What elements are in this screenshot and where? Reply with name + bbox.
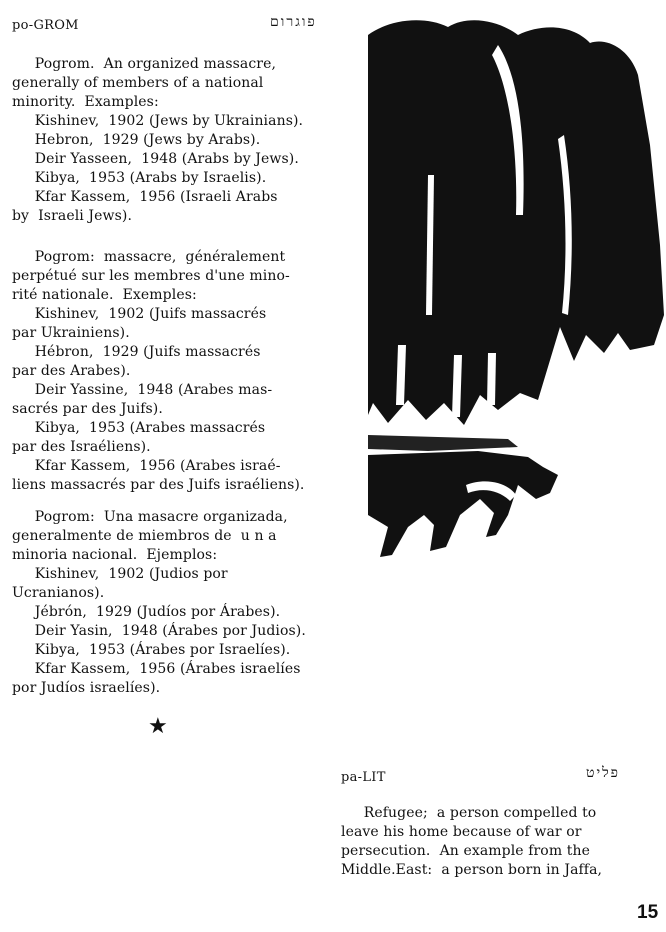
text-line: Hébron, 1929 (Juifs massacrés [12,344,261,360]
star-separator-icon: ★ [148,714,168,739]
text-line: generalmente de miembros de u n a [12,528,277,544]
text-line: Kfar Kassem, 1956 (Israeli Arabs [12,189,278,205]
text-line: minority. Examples: [12,94,159,110]
text-line: perpétué sur les membres d'une mino- [12,268,290,284]
text-line: minoria nacional. Ejemplos: [12,547,218,563]
text-line: rité nationale. Exemples: [12,287,197,303]
text-line: by Israeli Jews). [12,208,132,224]
robed-figures-shape [368,20,664,425]
text-line: Deir Yasin, 1948 (Árabes por Judios). [12,623,306,639]
definition-french [12,248,304,495]
text-line: leave his home because of war or [341,824,582,840]
hebrew-palit: פליט [586,765,621,781]
dog-shape [368,451,558,557]
text-line: par des Arabes). [12,363,131,379]
text-line: Refugee; a person compelled to [341,805,597,821]
text-line: Kfar Kassem, 1956 (Árabes israelíes [12,661,301,677]
definition-english [12,55,303,226]
text-line: Kishinev, 1902 (Judios por [12,566,228,582]
text-line: persecution. An example from the [341,843,590,859]
text-line: generally of members of a national [12,75,264,91]
text-line: Pogrom: massacre, généralement [12,249,286,265]
headword-palit: pa-LIT [341,770,386,785]
text-line: Hebron, 1929 (Jews by Arabs). [12,132,261,148]
text-line: Jébrón, 1929 (Judíos por Árabes). [12,604,281,620]
text-line: Kishinev, 1902 (Jews by Ukrainians). [12,113,304,129]
woodcut-illustration [368,15,664,585]
page-number: 15 [637,902,659,923]
text-line: sacrés par des Juifs). [12,401,163,417]
text-line: Kishinev, 1902 (Juifs massacrés [12,306,267,322]
text-line: Ucranianos). [12,585,105,601]
definition-spanish [12,508,306,698]
headword-pogrom: po-GROM [12,18,79,33]
text-line: Pogrom: Una masacre organizada, [12,509,288,525]
text-line: Deir Yassine, 1948 (Arabes mas- [12,382,273,398]
text-line: Kibya, 1953 (Arabs by Israelis). [12,170,267,186]
hebrew-pogrom: פוגרום [270,14,317,30]
text-line: Pogrom. An organized massacre, [12,56,277,72]
text-line: par Ukrainiens). [12,325,130,341]
text-line: Kibya, 1953 (Arabes massacrés [12,420,266,436]
text-line: Middle.East: a person born in Jaffa, [341,862,603,878]
definition-english-palit [341,804,602,880]
text-line: Kibya, 1953 (Árabes por Israelíes). [12,642,291,658]
text-line: Deir Yasseen, 1948 (Arabs by Jews). [12,151,299,167]
text-line: Kfar Kassem, 1956 (Arabes israé- [12,458,281,474]
text-line: liens massacrés par des Juifs israéliens). [12,477,305,493]
text-line: par des Israéliens). [12,439,151,455]
text-line: por Judíos israelíes). [12,680,161,696]
